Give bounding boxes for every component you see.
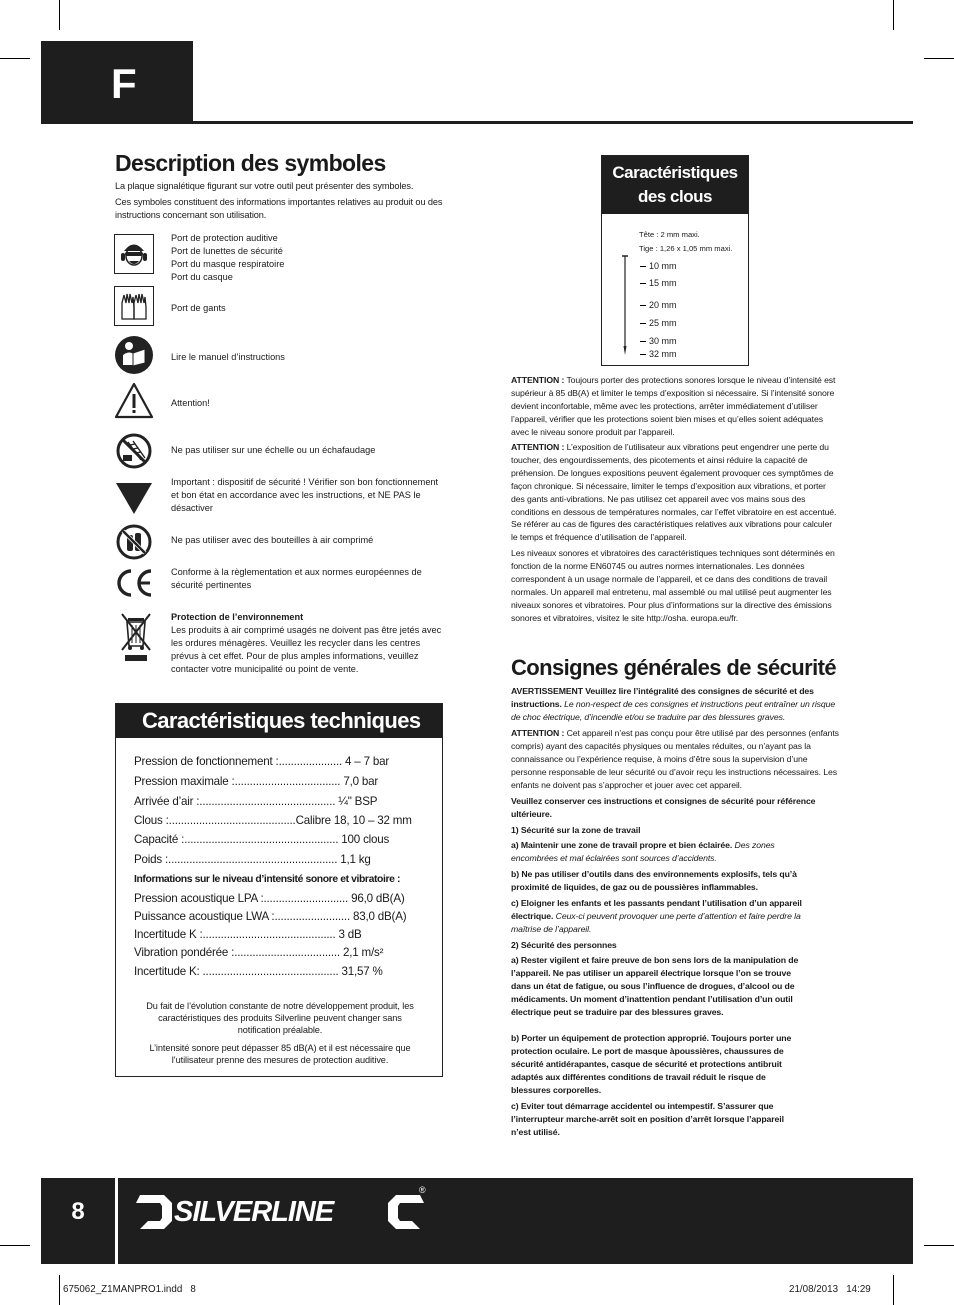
warning-label: AVERTISSEMENT Veuillez lire l’intégralité des consignes de sécurité et des instructions.	[511, 686, 814, 709]
specs-title-bar	[116, 704, 442, 738]
gloves-icon	[114, 286, 154, 326]
ppe-line: Port de lunettes de sécurité	[171, 246, 283, 256]
safety-title: Consignes générales de sécurité	[511, 655, 836, 680]
section-1c	[511, 897, 831, 936]
symbols-title: Description des symboles	[115, 150, 386, 176]
nail-length-label: 32 mm	[649, 349, 677, 359]
spec-row: Pression maximale :................................... 7,0 bar	[134, 775, 379, 788]
specs-note-1: Du fait de l’évolution constante de notre développement produit, les caractéristiques des produits Silverline peuvent changer sans notification préalable.	[146, 1001, 414, 1035]
nail-drawing	[620, 254, 630, 358]
symbol-label-no-bottle: Ne pas utiliser avec des bouteilles à air comprimé	[171, 535, 374, 545]
noise-row: Vibration pondérée :................................... 2,1 m/s²	[134, 946, 384, 959]
ce-mark-icon	[112, 563, 156, 603]
keep-instructions: Veuillez conserver ces instructions et consignes de sécurité pour référence ultérieure.	[511, 796, 816, 819]
section-2b: b) Porter un équipement de protection approprié. Toujours porter une protection oculaire. Le port de masque àpoussières, chaussures de sécurité antidérapantes, casque de sécurité et protections antibruit adaptés aux différentes conditions de travail réduit le risque de blessures corporelles.	[511, 1033, 792, 1095]
rule-note: Des zones encombrées et mal éclairées sont sources d’accidents.	[511, 840, 775, 863]
section-tab	[41, 41, 193, 124]
rule-note: Ceux-ci peuvent provoquer une perte d’attention et faire perdre la maîtrise de l’appareil.	[511, 910, 801, 934]
ppe-line: Port du masque respiratoire	[171, 259, 285, 269]
page-number: 8	[71, 1198, 85, 1225]
print-date: 21/08/2013 14:29	[789, 1284, 871, 1295]
ppe-line: Port de protection auditive	[171, 233, 278, 243]
manual-icon	[114, 335, 154, 375]
noise-row: Pression acoustique LPA :............................ 96,0 dB(A)	[134, 892, 405, 905]
nail-length-label: 30 mm	[649, 336, 677, 346]
nail-length-label: 25 mm	[649, 318, 677, 328]
specs-note-2: L’intensité sonore peut dépasser 85 dB(A) et il est nécessaire que l’utilisateur prenne des mesures de protection auditive.	[149, 1043, 411, 1065]
symbol-label-important: Important : dispositif de sécurité ! Vérifier son bon fonctionnement et bon état en accordance avec les instructions, et NE PAS le désactiver	[171, 477, 439, 513]
ppe-icon	[114, 234, 154, 274]
nail-length-label: 15 mm	[649, 278, 677, 288]
spec-row: Capacité :................................................... 100 clous	[134, 833, 390, 846]
crop-mark	[0, 1245, 30, 1246]
symbol-label-environment	[171, 611, 446, 676]
section-2c: c) Eviter tout démarrage accidentel ou intempestif. S’assurer que l’interrupteur marche-arrêt soit en position d’arrêt lorsque l’appareil n’est utilisé.	[511, 1101, 784, 1137]
environment-heading: Protection de l’environnement	[171, 612, 304, 622]
environment-text: Les produits à air comprimé usagés ne doivent pas être jetés avec les ordures ménagères. Veuillez les recycler dans les centres prévus à cet effet. Pour de plus amples informations, veuillez contacter votre municipalité ou point de vente.	[171, 625, 442, 674]
attention-label: ATTENTION :	[511, 375, 565, 385]
section-1-title: 1) Sécurité sur la zone de travail	[511, 825, 641, 835]
attention-label: ATTENTION :	[511, 442, 565, 452]
section-letter: F	[111, 60, 137, 107]
nail-length	[640, 336, 677, 346]
attention-noise	[511, 374, 840, 439]
file-slug: 675062_Z1MANPRO1.indd 8	[63, 1284, 196, 1295]
rule-text: c) Eloigner les enfants et les passants pendant l’utilisation d’un appareil électrique.	[511, 898, 802, 921]
nail-length-label: 10 mm	[649, 261, 677, 271]
specs-title: Caractéristiques techniques	[142, 708, 421, 733]
noise-heading: Informations sur le niveau d’intensité sonore et vibratoire :	[134, 874, 401, 885]
spec-row: Arrivée d’air :............................................. ¼" BSP	[134, 795, 378, 808]
nails-title-line2: des clous	[638, 187, 712, 206]
spec-row: Clous :..........................................Calibre 18, 10 – 32 mm	[134, 814, 412, 827]
crop-mark	[0, 58, 30, 59]
crop-mark	[893, 0, 894, 30]
spec-row: Poids :........................................................ 1,1 kg	[134, 853, 371, 866]
symbol-label-warning: Attention!	[171, 398, 210, 408]
warning-icon	[114, 381, 154, 421]
section-2-title: 2) Sécurité des personnes	[511, 940, 617, 950]
nails-title-line1: Caractéristiques	[612, 163, 738, 182]
brand-logo	[134, 1185, 429, 1237]
crop-mark	[893, 1275, 894, 1305]
ppe-line: Port du casque	[171, 272, 233, 282]
symbol-label-ce: Conforme à la règlementation et aux normes européennes de sécurité pertinentes	[171, 567, 422, 590]
noise-row: Puissance acoustique LWA :......................... 83,0 dB(A)	[134, 910, 407, 923]
crop-mark	[59, 0, 60, 30]
section-1b: b) Ne pas utiliser d’outils dans des environnements explosifs, tels qu’à proximité de liquides, de gaz ou de poussières inflammables.	[511, 869, 797, 892]
nail-shank-spec: Tige : 1,26 x 1,05 mm maxi.	[639, 244, 733, 253]
registered-mark: ®	[419, 1185, 426, 1195]
attention-vibration	[511, 441, 840, 544]
attention-label: ATTENTION :	[511, 728, 565, 738]
symbol-label-gloves: Port de gants	[171, 303, 226, 313]
nail-length	[640, 300, 677, 310]
safety-warning	[511, 685, 840, 724]
brand-wordmark: SILVERLINE	[174, 1196, 334, 1228]
nails-title-bar	[602, 156, 748, 214]
symbol-label-ppe	[171, 232, 446, 284]
nail-length	[640, 261, 677, 271]
symbols-intro-1: La plaque signalétique figurant sur votre outil peut présenter des symboles.	[115, 181, 414, 191]
crop-mark	[924, 1245, 954, 1246]
nail-length	[640, 278, 677, 288]
nail-length-label: 20 mm	[649, 300, 677, 310]
rule-text: a) Maintenir une zone de travail propre et bien éclairée.	[511, 840, 733, 850]
attention-persons	[511, 727, 840, 792]
symbol-label-no-ladder: Ne pas utiliser sur une échelle ou un échafaudage	[171, 445, 376, 455]
crop-mark	[59, 1275, 60, 1305]
section-1a	[511, 839, 801, 865]
nail-length	[640, 349, 677, 359]
nail-head-spec: Tête : 2 mm maxi.	[639, 230, 700, 239]
noise-row: Incertitude K :............................................ 3 dB	[134, 928, 362, 941]
no-bottle-icon	[114, 522, 154, 562]
footer-divider	[115, 1178, 118, 1264]
attention-text: L’exposition de l’utilisateur aux vibrations peut engendrer une perte du toucher, des engourdissements, des picotements et ainsi réduire la capacité de préhension. De longues expositions peuvent également provoquer ces symptômes de façon chronique. Si nécessaire, limiter le temps d’exposition aux vibrations, et porter des gants anti-vibrations. Ne pas utilisez cet appareil avec vos mains sous des conditions en dessous de températures normales, car l’effet vibratoire en est accentué. Se référer au cas de figures des caractéristiques relatives aux vibrations pour calculer le temps et fréquence d’utilisation de l’appareil.	[511, 442, 837, 543]
no-ladder-icon	[114, 431, 154, 471]
spec-row: Pression de fonctionnement :..................... 4 – 7 bar	[134, 755, 389, 768]
section-2a: a) Rester vigilent et faire preuve de bon sens lors de la manipulation de l’appareil. Ne pas utiliser un appareil électrique lorsque l’on se trouve dans un état de fatigue, ou sous l’influence de drogues, d’alcool ou de médicaments. Un moment d’inattention pendant l’utilisation d’un outil électrique peut se traduire par des blessures graves.	[511, 955, 799, 1017]
triangle-down-icon	[114, 478, 154, 518]
weee-bin-icon	[116, 610, 156, 666]
noise-row: Incertitude K: ............................................. 31,57 %	[134, 965, 383, 978]
nail-length	[640, 318, 677, 328]
symbol-label-manual: Lire le manuel d’instructions	[171, 352, 285, 362]
attention-text: Toujours porter des protections sonores lorsque le niveau d’intensité est supérieur à 85 dB(A) et limiter le temps d’exposition si nécessaire. Si l’intensité sonore devient inconfortable, même avec les protections, arrêter immédiatement d’utiliser l’appareil, vérifier que les protections soient bien mises et qu’elles soient adéquates avec le niveau sonore produit par l’appareil.	[511, 375, 836, 437]
levels-paragraph: Les niveaux sonores et vibratoires des caractéristiques techniques sont déterminés en fonction de la norme EN60745 ou autres normes internationales. Les données correspondent à un usage normale de l’appareil, et ce dans des conditions de travail normales. Un appareil mal entretenu, mal assemblé ou mal utilisé peut augmenter les niveaux sonores et vibratoires. Pour plus d’informations sur la directive des émissions sonores et vibratoires, visitez le site http://osha. europa.eu/fr.	[511, 548, 835, 623]
symbols-intro-2: Ces symboles constituent des informations importantes relatives au produit ou des instructions concernant son utilisation.	[115, 197, 443, 220]
header-rule	[41, 121, 913, 124]
crop-mark	[924, 58, 954, 59]
attention-text: Cet appareil n’est pas conçu pour être utilisé par des personnes (enfants compris) ayant des capacités physiques ou mentales réduites, ou n’ayant pas la connaissance ou l’expérience requise, à moins d’être sous la supervision d’une personne responsable de leur sécurité ou d’avoir reçu les instructions nécessaires. Les enfants ne doivent pas s’approcher et jouer avec cet appareil.	[511, 728, 839, 790]
warning-text: Le non-respect de ces consignes et instructions peut entraîner un risque de choc électrique, d’incendie et/ou se traduire par des blessures graves.	[511, 698, 836, 722]
